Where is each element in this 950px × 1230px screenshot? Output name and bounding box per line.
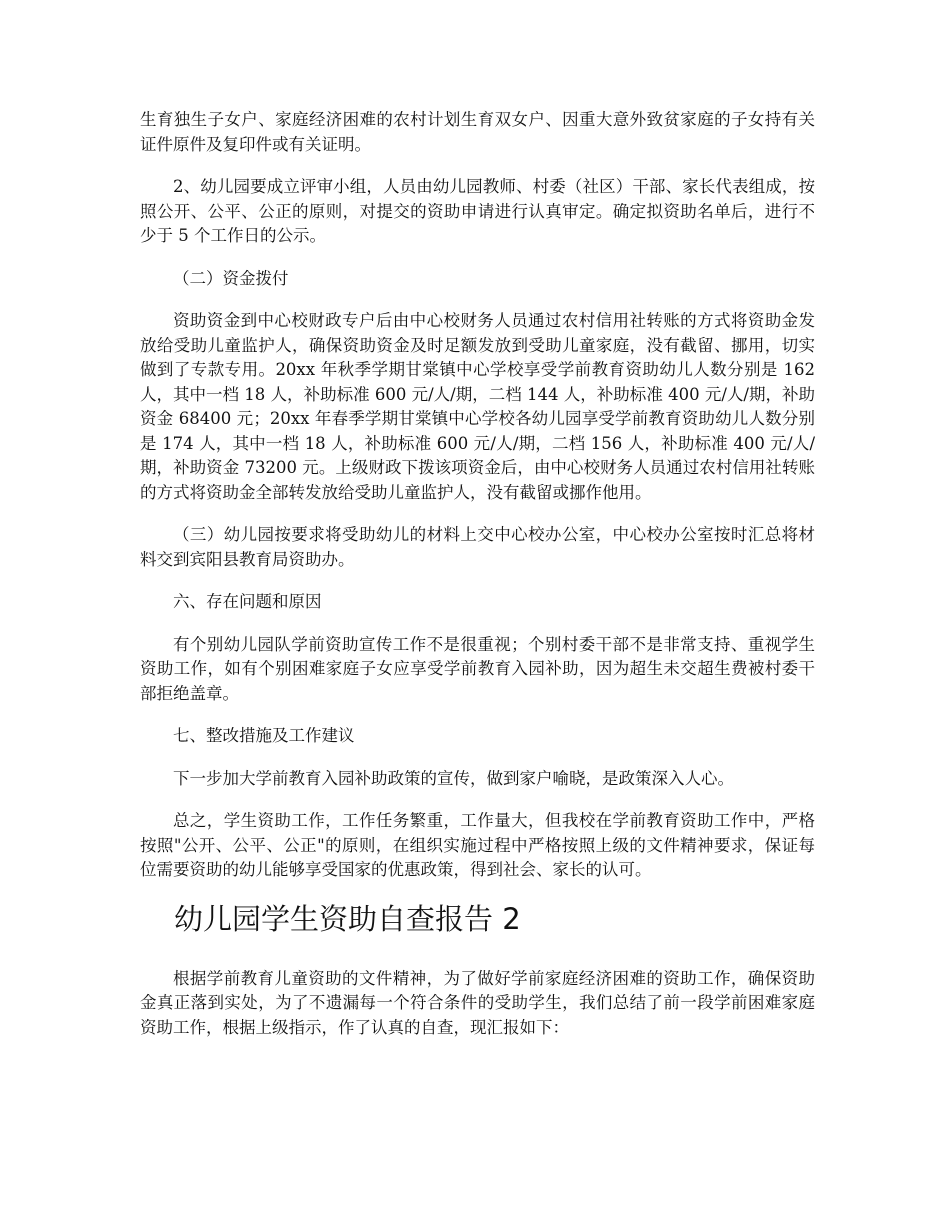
paragraph-materials-submission: （三）幼儿园按要求将受助幼儿的材料上交中心校办公室，中心校办公室按时汇总将材料交到宾阳县教育局资助办。 (140, 525, 815, 569)
paragraph-next-steps: 下一步加大学前教育入园补助政策的宣传，做到家户喻晓，是政策深入人心。 (173, 768, 734, 788)
paragraph-report2-intro: 根据学前教育儿童资助的文件精神，为了做好学前家庭经济困难的资助工作，确保资助金真正落到实处，为了不遗漏每一个符合条件的受助学生，我们总结了前一段学前困难家庭资助工作，根据上级指示，作了认真的自查，现汇报如下： (140, 968, 815, 1037)
paragraph-conclusion: 总之，学生资助工作，工作任务繁重，工作量大，但我校在学前教育资助工作中，严格按照"公开、公平、公正"的原则，在组织实施过程中严格按照上级的文件精神要求，保证每位需要资助的幼儿能够享受国家的优惠政策，得到社会、家长的认可。 (140, 811, 815, 879)
paragraph-fund-details: 资助资金到中心校财政专户后由中心校财务人员通过农村信用社转账的方式将资助金发放给受助儿童监护人，确保资助资金及时足额发放到受助儿童家庭，没有截留、挪用，切实做到了专款专用。20xx 年秋季学期甘棠镇中心学校享受学前教育资助幼儿人数分别是 162 人，其中一档 18 人，补助标准 600 元/人/期，二档 144 人，补助标准 400 元/人/期，补助资金 68400 元；20xx 年春季学期甘棠镇中心学校各幼儿园享受学前教育资助幼儿人数分别是 174 人，其中一档 18 人，补助标准 600 元/人/期，二档 156 人，补助标准 400 元/人/期，补助资金 73200 元。上级财政下拨该项资金后，由中心校财务人员通过农村信用社转账的方式将资助金全部转发放给受助儿童监护人，没有截留或挪作他用。 (140, 311, 815, 502)
document-page (140, 108, 815, 1058)
report-title-2: 幼儿园学生资助自查报告 2 (174, 901, 521, 936)
paragraph-review-group: 2、幼儿园要成立评审小组，人员由幼儿园教师、村委（社区）干部、家长代表组成，按照公开、公平、公正的原则，对提交的资助申请进行认真审定。确定拟资助名单后，进行不少于 5 个工作日的公示。 (140, 177, 815, 245)
heading-fund-allocation: （二）资金拨付 (173, 268, 289, 288)
paragraph-eligibility-docs: 生育独生子女户、家庭经济困难的农村计划生育双女户、因重大意外致贫家庭的子女持有关证件原件及复印件或有关证明。 (140, 110, 815, 154)
paragraph-problems: 有个别幼儿园队学前资助宣传工作不是很重视；个别村委干部不是非常支持、重视学生资助工作，如有个别困难家庭子女应享受学前教育入园补助，因为超生未交超生费被村委干部拒绝盖章。 (140, 634, 815, 703)
heading-problems: 六、存在问题和原因 (173, 592, 322, 611)
heading-measures: 七、整改措施及工作建议 (173, 726, 355, 745)
